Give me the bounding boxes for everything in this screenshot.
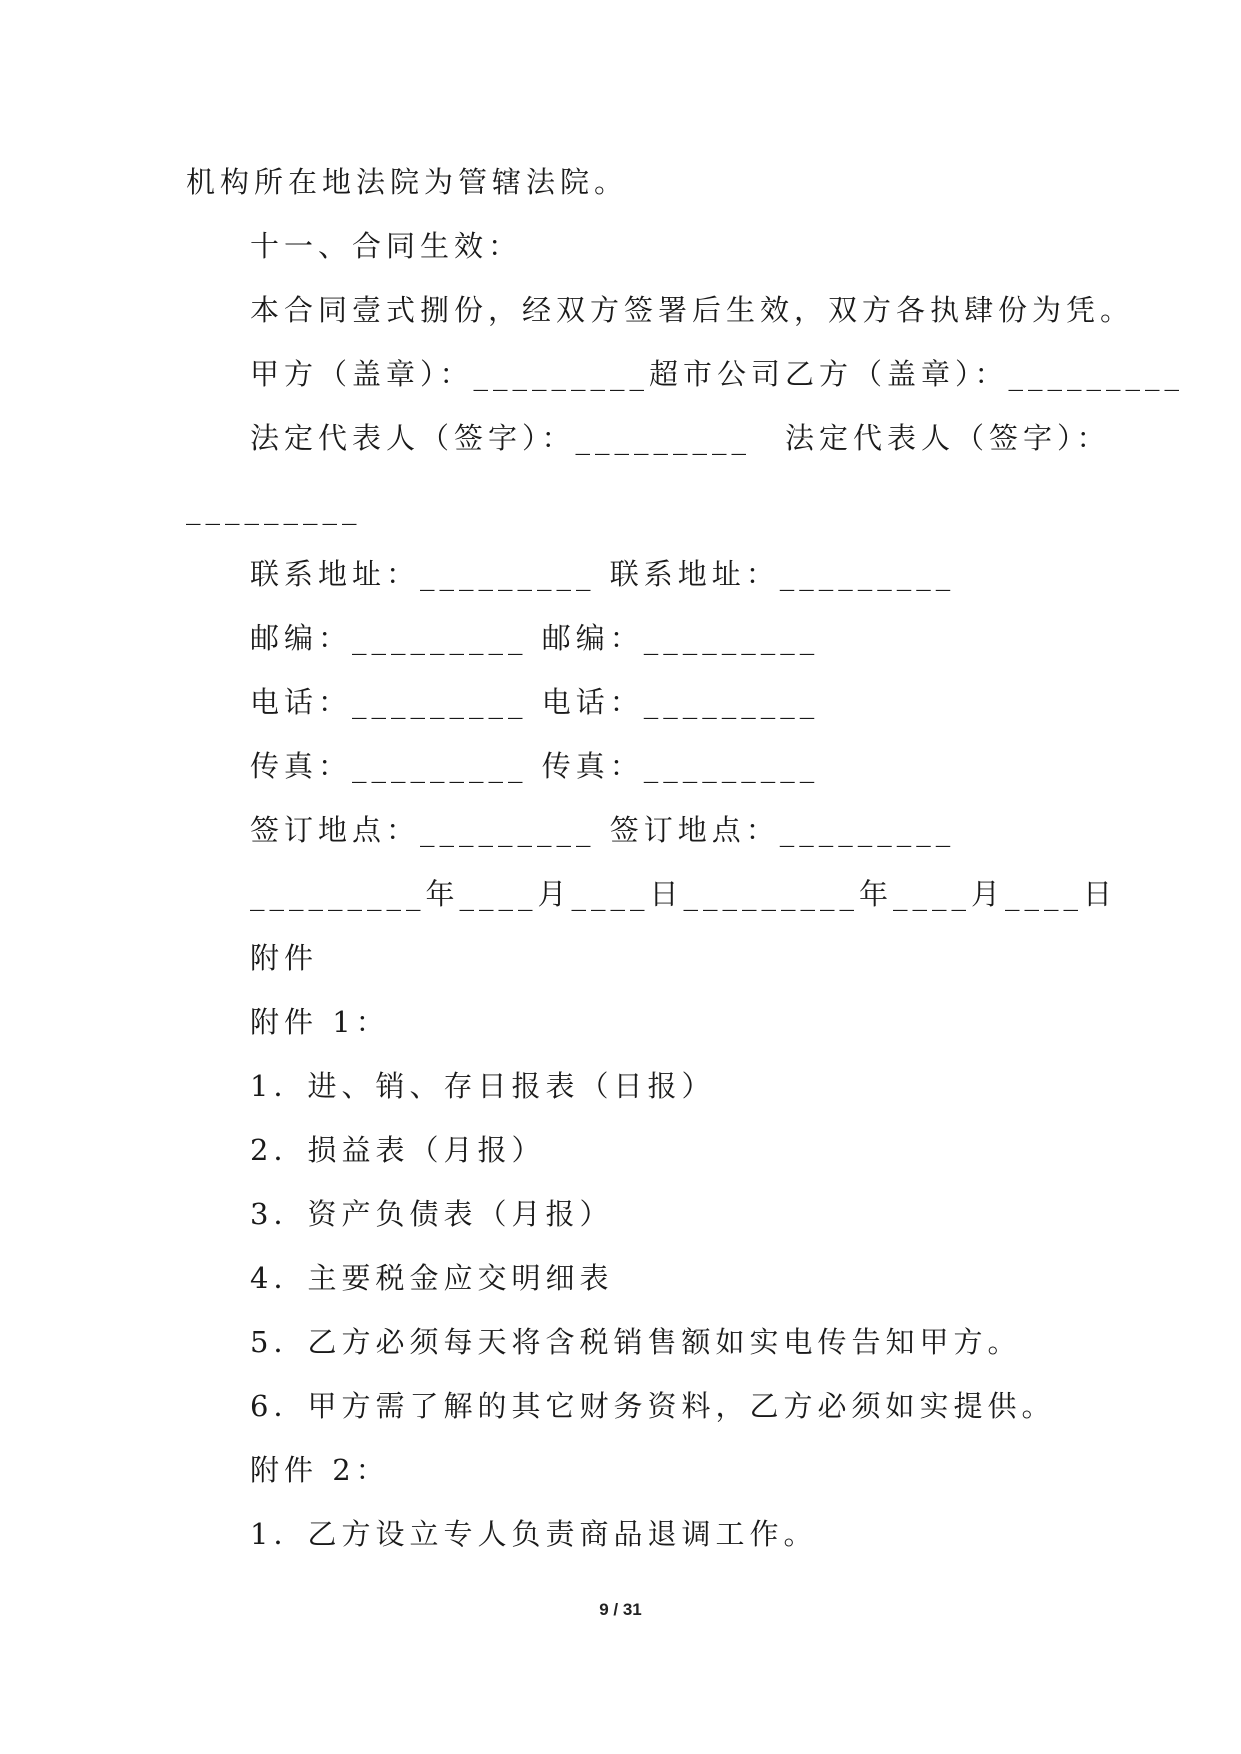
signature-line-party: 甲方（盖章）：_________超市公司乙方（盖章）：_________ bbox=[250, 357, 1185, 391]
phone-line: 电话：_________ 电话：_________ bbox=[250, 685, 820, 719]
signing-place-line: 签订地点：_________ 签订地点：_________ bbox=[250, 813, 956, 847]
signature-blank: _________ bbox=[186, 491, 362, 525]
paragraph-line: 本合同壹式捌份，经双方签署后生效，双方各执肆份为凭。 bbox=[250, 293, 1135, 327]
paragraph-line: 机构所在地法院为管辖法院。 bbox=[186, 165, 629, 199]
list-item: 6．甲方需了解的其它财务资料，乙方必须如实提供。 bbox=[250, 1389, 1056, 1423]
list-item: 3．资产负债表（月报） bbox=[250, 1197, 614, 1231]
list-item: 1．进、销、存日报表（日报） bbox=[250, 1069, 716, 1103]
fax-line: 传真：_________ 传真：_________ bbox=[250, 749, 820, 783]
list-item: 1．乙方设立专人负责商品退调工作。 bbox=[250, 1517, 818, 1551]
postcode-line: 邮编：_________ 邮编：_________ bbox=[250, 621, 820, 655]
appendix-1-heading: 附件 1： bbox=[250, 1005, 390, 1039]
section-heading: 十一、合同生效： bbox=[250, 229, 523, 263]
list-item: 2．损益表（月报） bbox=[250, 1133, 546, 1167]
page-number: 9 / 31 bbox=[599, 1600, 642, 1619]
contact-address-line: 联系地址：_________ 联系地址：_________ bbox=[250, 557, 956, 591]
list-item: 5．乙方必须每天将含税销售额如实电传告知甲方。 bbox=[250, 1325, 1022, 1359]
appendix-2-heading: 附件 2： bbox=[250, 1453, 390, 1487]
date-line: _________年____月____日_________年____月____日 bbox=[250, 877, 1118, 911]
appendix-heading: 附件 bbox=[250, 941, 319, 975]
list-item: 4．主要税金应交明细表 bbox=[250, 1261, 614, 1295]
signature-line-representative: 法定代表人（签字）：_________ 法定代表人（签字）： bbox=[250, 421, 1111, 455]
